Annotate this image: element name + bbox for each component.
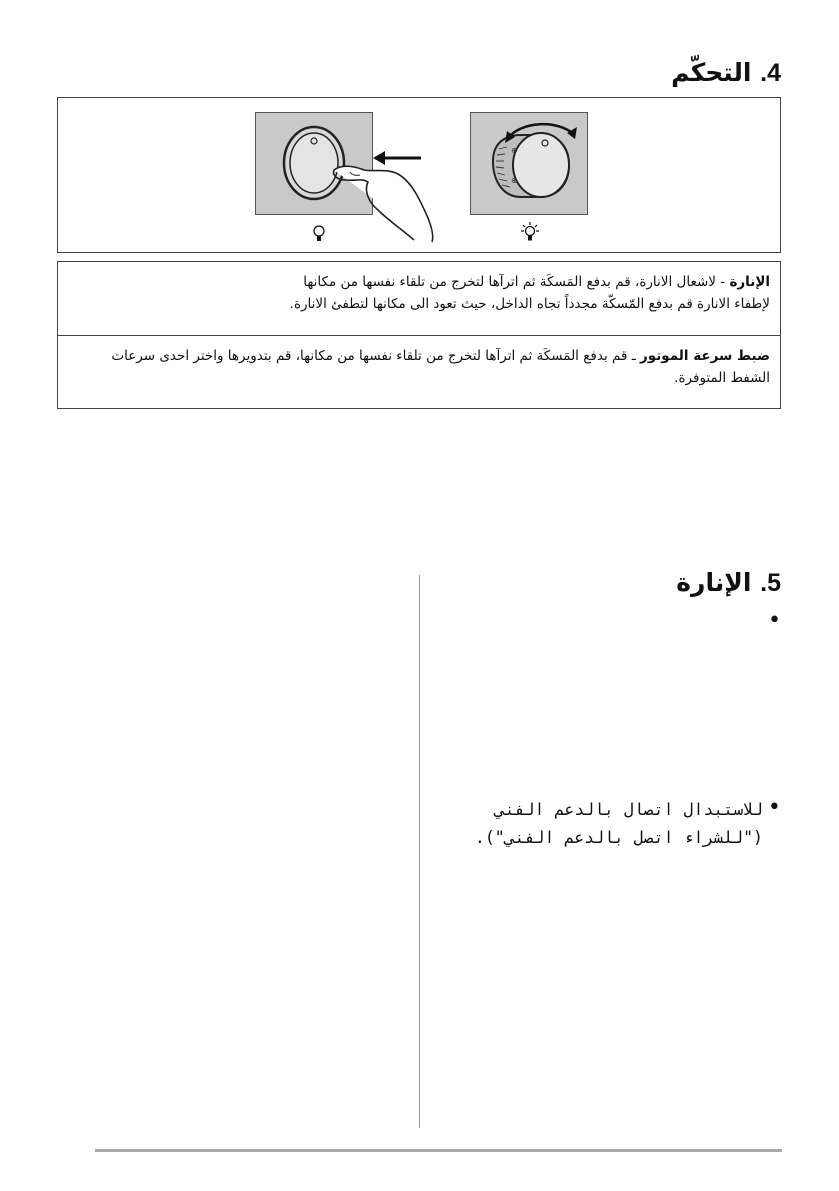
motor-speed-text: ـ قم بدفع المَسكَة ثم اترآها لتخرج من تلقاء نفسها من مكانها، قم بتدويرها واختر احدى سرعات الشفط المتوفرة. bbox=[111, 348, 770, 386]
rotate-knob-illustration bbox=[471, 113, 589, 216]
section-4-heading bbox=[671, 58, 781, 88]
motor-speed-instructions bbox=[58, 336, 780, 408]
motor-speed-label: ضبط سرعة الموتور bbox=[639, 348, 770, 364]
column-divider bbox=[419, 575, 420, 1128]
bullet-item-2 bbox=[451, 796, 781, 852]
section-5-number: 5. bbox=[760, 569, 781, 597]
lighting-text-1: - لاشعال الانارة، قم بدفع المَسكَة ثم اترآها لتخرج من تلقاء نفسها من مكانها bbox=[303, 274, 730, 290]
instructions-box bbox=[57, 261, 781, 409]
bulb-off-icon bbox=[312, 224, 326, 244]
bulb-on-icon bbox=[518, 221, 542, 243]
control-figure bbox=[57, 97, 781, 253]
section-5-heading bbox=[676, 568, 781, 598]
bullet-2-line-2: ("للشراء اتصل بالدعم الفني"). bbox=[474, 828, 763, 847]
rotate-knob-panel bbox=[470, 112, 588, 215]
lighting-line-2: لإطفاء الانارة قم بدفع المّسكّة مجدداً تجاه الداخل، حيث تعود الى مكانها لتطفئ الانارة. bbox=[289, 296, 770, 312]
svg-text:⊕: ⊕ bbox=[511, 176, 518, 185]
section-5-title: الإنارة bbox=[676, 568, 752, 597]
bullet-dot: • bbox=[767, 795, 781, 820]
bullet-2-line-1: للاستبدال اتصال بالدعم الفني bbox=[494, 800, 763, 819]
lighting-instructions bbox=[58, 262, 780, 336]
section-4-number: 4. bbox=[760, 59, 781, 87]
footer-rule bbox=[95, 1149, 782, 1152]
lighting-line-1 bbox=[68, 271, 770, 293]
svg-text:⊕: ⊕ bbox=[511, 146, 518, 155]
arrow-left-icon bbox=[373, 150, 423, 166]
section-4-title: التحكّم bbox=[671, 58, 752, 87]
lighting-label: الإنارة bbox=[729, 274, 770, 290]
bullet-item-1: • bbox=[768, 608, 781, 633]
